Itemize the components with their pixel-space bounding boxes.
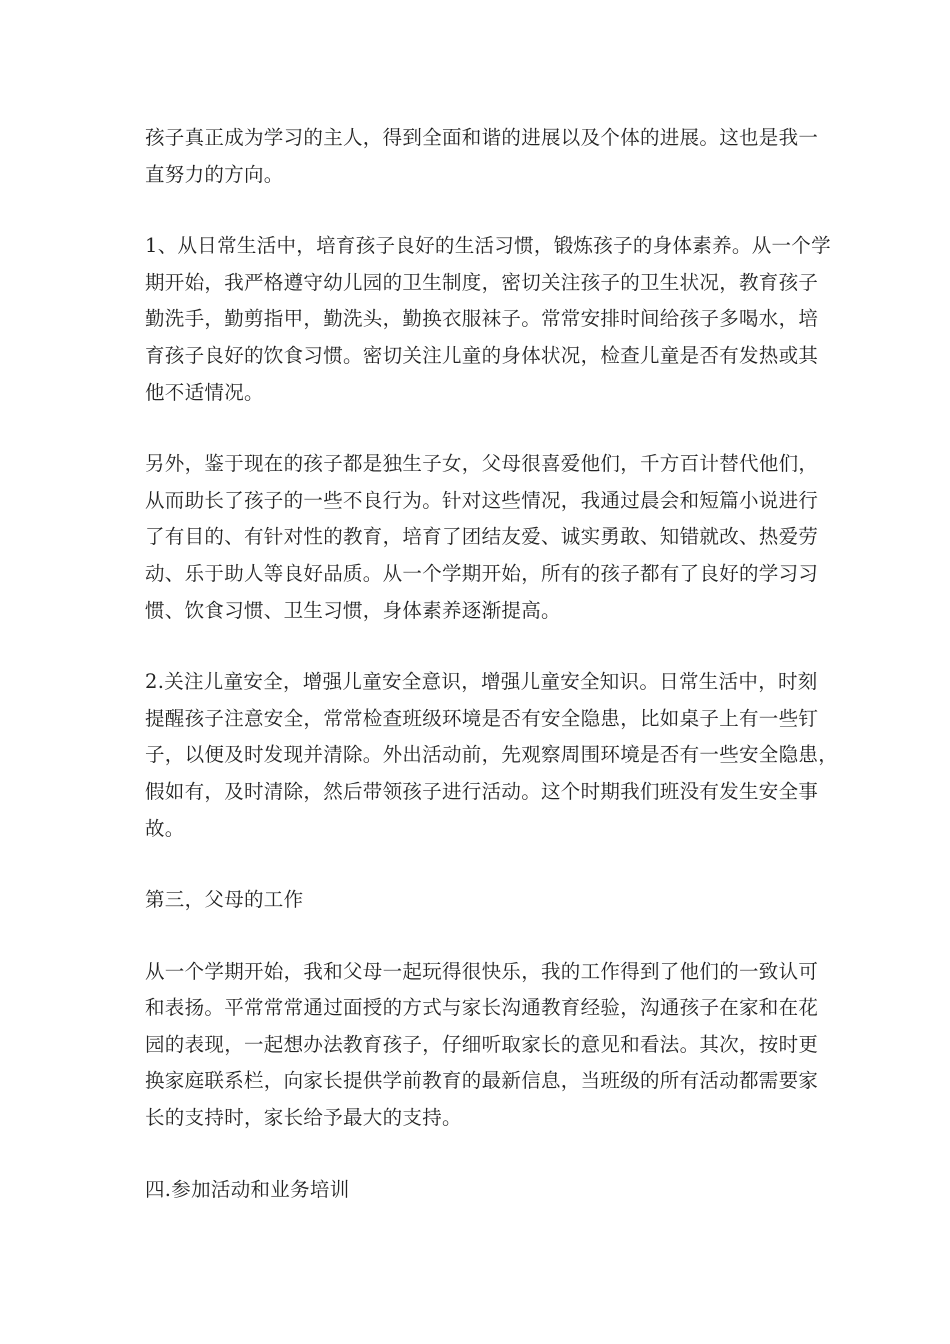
text-line: 园的表现，一起想办法教育孩子，仔细听取家长的意见和看法。其次，按时更 bbox=[145, 1032, 819, 1056]
paragraph-item-2 bbox=[145, 664, 839, 847]
text-line: 惯、饮食习惯、卫生习惯，身体素养逐渐提高。 bbox=[145, 598, 561, 622]
text-line: 另外，鉴于现在的孩子都是独生子女，父母很喜爱他们，千方百计替代他们， bbox=[145, 452, 819, 476]
paragraph-parents-work bbox=[145, 954, 819, 1137]
paragraph-item-1 bbox=[145, 228, 831, 411]
text-line: 子，以便及时发现并清除。外出活动前，先观察周围环境是否有一些安全隐患， bbox=[145, 743, 839, 767]
text-line: 动、乐于助人等良好品质。从一个学期开始，所有的孩子都有了良好的学习习 bbox=[145, 561, 819, 585]
text-line: 2.关注儿童安全，增强儿童安全意识，增强儿童安全知识。日常生活中，时刻 bbox=[145, 670, 818, 694]
heading-text: 四.参加活动和业务培训 bbox=[145, 1177, 350, 1201]
text-line: 了有目的、有针对性的教育，培育了团结友爱、诚实勇敢、知错就改、热爱劳 bbox=[145, 525, 819, 549]
text-line: 和表扬。平常常常通过面授的方式与家长沟通教育经验，沟通孩子在家和在花 bbox=[145, 996, 819, 1020]
text-line: 从一个学期开始，我和父母一起玩得很快乐，我的工作得到了他们的一致认可 bbox=[145, 959, 819, 983]
document-body bbox=[145, 120, 839, 1243]
text-line: 假如有，及时清除，然后带领孩子进行活动。这个时期我们班没有发生安全事 bbox=[145, 779, 819, 803]
text-line: 故。 bbox=[145, 816, 185, 840]
text-line: 1、从日常生活中，培育孩子良好的生活习惯，锻炼孩子的身体素养。从一个学 bbox=[145, 234, 831, 258]
text-line: 换家庭联系栏，向家长提供学前教育的最新信息，当班级的所有活动都需要家 bbox=[145, 1069, 819, 1093]
paragraph-intro bbox=[145, 120, 819, 193]
text-line: 从而助长了孩子的一些不良行为。针对这些情况，我通过晨会和短篇小说进行 bbox=[145, 488, 819, 512]
text-line: 期开始，我严格遵守幼儿园的卫生制度，密切关注孩子的卫生状况，教育孩子 bbox=[145, 270, 819, 294]
text-line: 直努力的方向。 bbox=[145, 162, 284, 186]
section-heading-3 bbox=[145, 882, 805, 919]
paragraph-additional bbox=[145, 446, 819, 629]
text-line: 孩子真正成为学习的主人，得到全面和谐的进展以及个体的进展。这也是我一 bbox=[145, 126, 819, 149]
text-line: 提醒孩子注意安全，常常检查班级环境是否有安全隐患，比如桌子上有一些钉 bbox=[145, 706, 819, 730]
text-line: 育孩子良好的饮食习惯。密切关注儿童的身体状况，检查儿童是否有发热或其 bbox=[145, 343, 819, 367]
section-heading-4 bbox=[145, 1172, 805, 1209]
text-line: 勤洗手，勤剪指甲，勤洗头，勤换衣服袜子。常常安排时间给孩子多喝水，培 bbox=[145, 307, 819, 331]
heading-text: 第三，父母的工作 bbox=[145, 888, 304, 912]
text-line: 长的支持时，家长给予最大的支持。 bbox=[145, 1106, 462, 1130]
text-line: 他不适情况。 bbox=[145, 380, 264, 404]
